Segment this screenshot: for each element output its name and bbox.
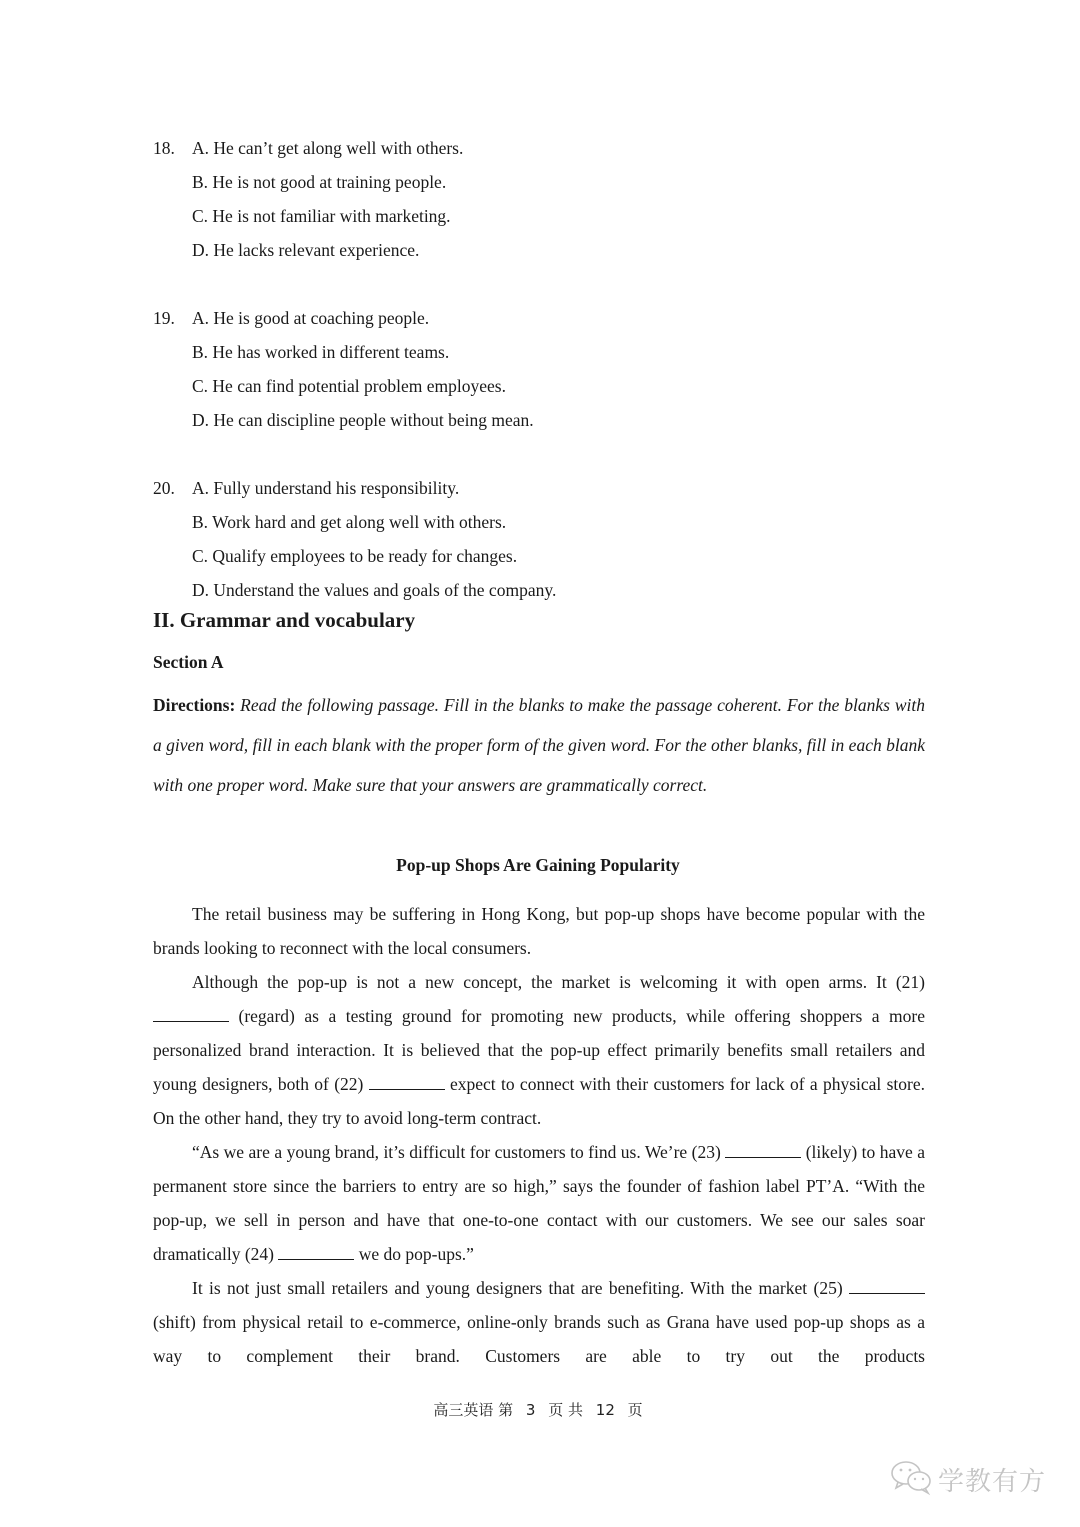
- section-subheading: Section A: [153, 652, 224, 672]
- option-a: A. He is good at coaching people.: [192, 308, 430, 328]
- paragraph-text: It is not just small retailers and young designers that are benefiting. With the market (25): [192, 1278, 849, 1298]
- section-heading: II. Grammar and vocabulary: [153, 608, 416, 632]
- paragraph-text: Although the pop-up is not a new concept, the market is welcoming it with open arms. It (21): [192, 972, 925, 992]
- question-number: 20.: [153, 478, 175, 498]
- blank-22[interactable]: [369, 1075, 445, 1090]
- paragraph-text: “As we are a young brand, it’s difficult for customers to find us. We’re (23): [192, 1142, 726, 1162]
- footer-prefix: 高三英语 第: [433, 1401, 514, 1419]
- option-d: D. Understand the values and goals of the company.: [192, 580, 557, 600]
- option-d: D. He can discipline people without being mean.: [192, 410, 534, 430]
- wechat-icon: [890, 1458, 934, 1501]
- passage-title: Pop-up Shops Are Gaining Popularity: [396, 855, 680, 875]
- paragraph-1: [153, 897, 925, 965]
- paragraph-4: [153, 1271, 925, 1373]
- blank-24[interactable]: [278, 1245, 354, 1260]
- footer-suffix: 页: [627, 1401, 643, 1419]
- directions-label: Directions:: [153, 695, 236, 715]
- page-footer: [0, 1399, 1076, 1420]
- question-19: [153, 301, 534, 437]
- paragraph-text: we do pop-ups.”: [354, 1244, 474, 1264]
- paragraph-text: (shift) from physical retail to e-commerce, online-only brands such as Grana have used pop-up shops as a way to complement their brand. Customers are able to try out the products: [153, 1312, 925, 1366]
- footer-mid: 页 共: [548, 1401, 583, 1419]
- blank-25[interactable]: [849, 1279, 925, 1294]
- question-18: [153, 131, 463, 267]
- option-d: D. He lacks relevant experience.: [192, 240, 420, 260]
- paragraph-text: The retail business may be suffering in Hong Kong, but pop-up shops have become popular with the brands looking to reconnect with the local consumers.: [153, 904, 925, 958]
- option-b: B. Work hard and get along well with others.: [192, 512, 507, 532]
- option-a: A. He can’t get along well with others.: [192, 138, 464, 158]
- question-number: 18.: [153, 138, 175, 158]
- page-total: 12: [595, 1401, 615, 1419]
- paragraph-text: (likely) to have a permanent store since the barriers to entry are so high,” says the founder of fashion label PT’A. “With the pop-up, we sell in person and have that one-to-one contact with our customers. We see our sales soar dramatically (24): [153, 1142, 925, 1264]
- blank-23[interactable]: [725, 1143, 801, 1158]
- option-c: C. Qualify employees to be ready for changes.: [192, 546, 518, 566]
- paragraph-2: [153, 965, 925, 1135]
- question-20: [153, 471, 556, 607]
- option-a: A. Fully understand his responsibility.: [192, 478, 460, 498]
- directions-text: Read the following passage. Fill in the blanks to make the passage coherent. For the blanks with a given word, fill in each blank with the proper form of the given word. For the other blanks, fill in each blank with one proper word. Make sure that your answers are grammatically correct.: [153, 695, 925, 795]
- passage-body: [153, 897, 925, 1373]
- page-number: 3: [525, 1401, 536, 1419]
- watermark: [890, 1458, 1046, 1501]
- question-number: 19.: [153, 308, 175, 328]
- option-c: C. He is not familiar with marketing.: [192, 206, 451, 226]
- paragraph-text: expect to connect with their customers for lack of a physical store. On the other hand, they try to avoid long-term contract.: [153, 1074, 925, 1128]
- option-b: B. He is not good at training people.: [192, 172, 447, 192]
- watermark-text: 学教有方: [938, 1467, 1047, 1497]
- option-c: C. He can find potential problem employees.: [192, 376, 506, 396]
- blank-21[interactable]: [153, 1007, 229, 1022]
- option-b: B. He has worked in different teams.: [192, 342, 450, 362]
- directions: [153, 685, 925, 805]
- paragraph-text: (regard) as a testing ground for promoting new products, while offering shoppers a more personalized brand interaction. It is believed that the pop-up effect primarily benefits small retailers and young designers, both of (22): [153, 1006, 925, 1094]
- paragraph-3: [153, 1135, 925, 1271]
